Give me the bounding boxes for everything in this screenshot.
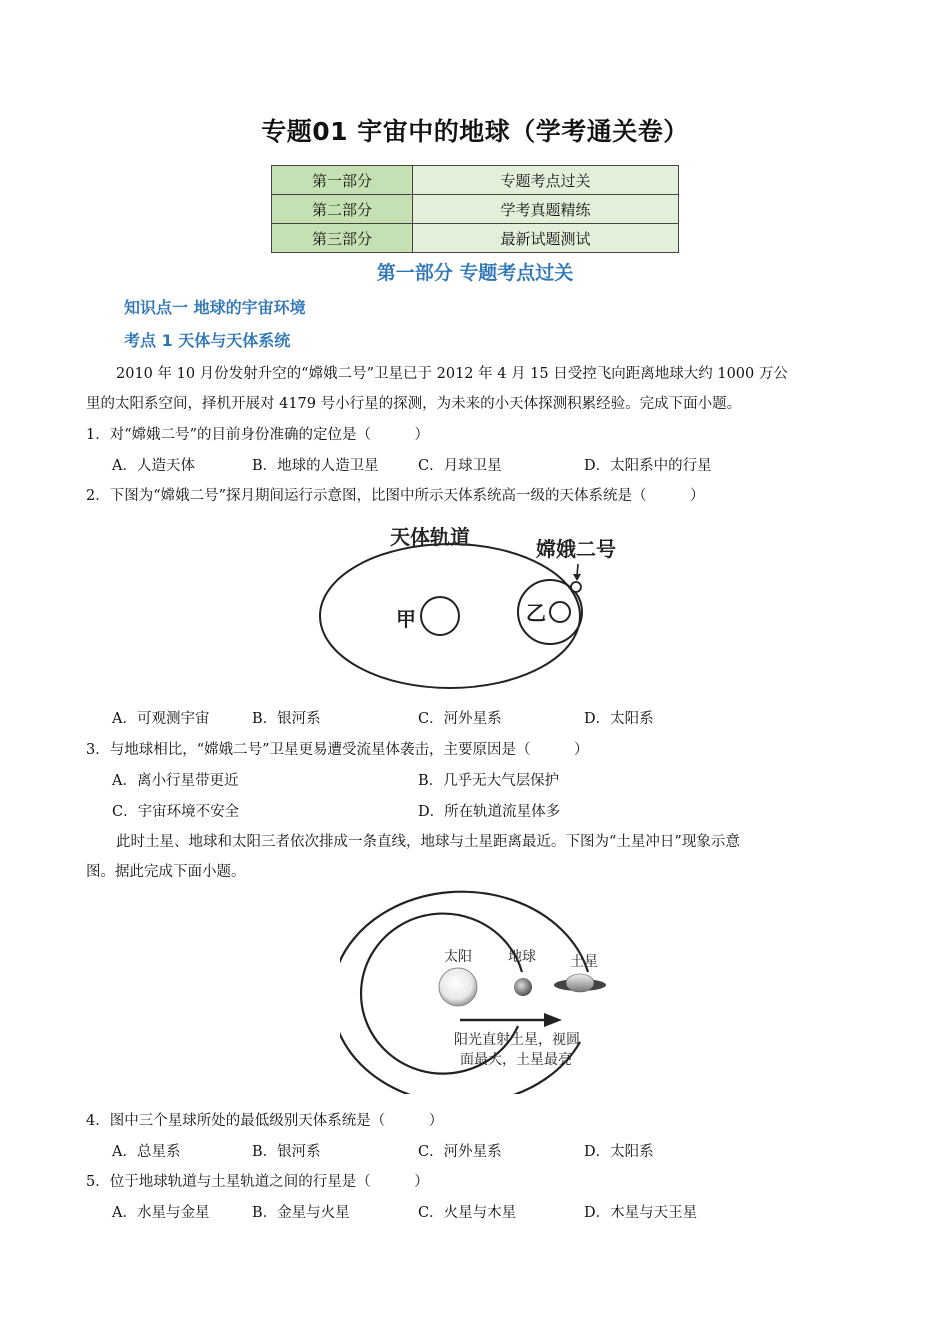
- q4-option-d: D．太阳系: [584, 1144, 654, 1160]
- q3-option-c: C．宇宙环境不安全: [112, 804, 240, 820]
- toc-part: 第三部分: [272, 224, 413, 253]
- q1-stem: 1．对“嫦娥二号”的目前身份准确的定位是（ ）: [86, 427, 430, 443]
- sun-label: 太阳: [444, 949, 472, 965]
- earth-label: 地球: [508, 949, 536, 965]
- q5-option-a: A．水星与金星: [112, 1205, 210, 1221]
- q5-stem: 5．位于地球轨道与土星轨道之间的行星是（ ）: [86, 1174, 429, 1190]
- q5-option-b: B．金星与火星: [252, 1205, 350, 1221]
- body-a-label: 甲: [396, 607, 416, 631]
- toc-part: 第一部分: [272, 166, 413, 195]
- passage2-line2: 图。据此完成下面小题。: [86, 864, 246, 880]
- sunlight-arrow-head: [544, 1013, 562, 1027]
- q1-option-a: A．人造天体: [112, 458, 195, 474]
- earth-icon: [514, 978, 532, 996]
- knowledge-point-heading: 知识点一 地球的宇宙环境: [124, 298, 306, 317]
- orbit-label: 天体轨道: [390, 525, 470, 549]
- passage2-line1: 此时土星、地球和太阳三者依次排成一条直线，地球与土星距离最近。下图为“土星冲日”现象示意: [116, 834, 740, 850]
- toc-name: 专题考点过关: [413, 166, 679, 195]
- saturn-icon: [566, 974, 594, 992]
- exam-point-heading: 考点 1 天体与天体系统: [124, 331, 291, 350]
- q3-option-d: D．所在轨道流星体多: [418, 804, 561, 820]
- toc-name: 最新试题测试: [413, 224, 679, 253]
- probe-dot: [571, 582, 581, 592]
- part1-heading: 第一部分 专题考点过关: [376, 262, 574, 284]
- q4-option-a: A．总星系: [112, 1144, 181, 1160]
- q2-option-d: D．太阳系: [584, 711, 654, 727]
- probe-arrow-head: [573, 574, 581, 581]
- sun-icon: [439, 968, 477, 1006]
- q4-stem: 4．图中三个星球所处的最低级别天体系统是（ ）: [86, 1113, 444, 1129]
- body-a-circle: [421, 597, 459, 635]
- q1-option-c: C．月球卫星: [418, 458, 502, 474]
- q2-option-a: A．可观测宇宙: [112, 711, 210, 727]
- toc-part: 第二部分: [272, 195, 413, 224]
- orbit-figure: [310, 518, 650, 698]
- toc-row: [272, 166, 679, 195]
- opposition-figure: [340, 884, 620, 1094]
- toc-row: [272, 195, 679, 224]
- q5-option-d: D．木星与天王星: [584, 1205, 698, 1221]
- toc-table: [271, 165, 679, 253]
- figure-note-line1: 阳光直射土星，视圆: [454, 1032, 580, 1048]
- passage1-line2: 里的太阳系空间，择机开展对 4179 号小行星的探测，为未来的小天体探测积累经验。完成下面小题。: [86, 396, 742, 412]
- q1-option-b: B．地球的人造卫星: [252, 458, 379, 474]
- body-b-label: 乙: [526, 601, 546, 625]
- toc-row: [272, 224, 679, 253]
- document-title: 专题01 宇宙中的地球（学考通关卷）: [261, 117, 689, 146]
- body-b-circle: [550, 602, 570, 622]
- passage1-line1: 2010 年 10 月份发射升空的“嫦娥二号”卫星已于 2012 年 4 月 15 日受控飞向距离地球大约 1000 万公: [116, 366, 788, 382]
- q2-option-c: C．河外星系: [418, 711, 502, 727]
- saturn-label: 土星: [570, 954, 598, 970]
- q2-option-b: B．银河系: [252, 711, 321, 727]
- toc-name: 学考真题精练: [413, 195, 679, 224]
- figure-note-line2: 面最大，土星最亮: [460, 1052, 572, 1068]
- probe-label: 嫦娥二号: [536, 537, 616, 561]
- q1-option-d: D．太阳系中的行星: [584, 458, 712, 474]
- q3-option-a: A．离小行星带更近: [112, 773, 239, 789]
- q4-option-b: B．银河系: [252, 1144, 321, 1160]
- q3-stem: 3．与地球相比，“嫦娥二号”卫星更易遭受流星体袭击，主要原因是（ ）: [86, 742, 589, 758]
- q3-option-b: B．几乎无大气层保护: [418, 773, 560, 789]
- q4-option-c: C．河外星系: [418, 1144, 502, 1160]
- q2-stem: 2．下图为“嫦娥二号”探月期间运行示意图，比图中所示天体系统高一级的天体系统是（ ）: [86, 488, 705, 504]
- q5-option-c: C．火星与木星: [418, 1205, 517, 1221]
